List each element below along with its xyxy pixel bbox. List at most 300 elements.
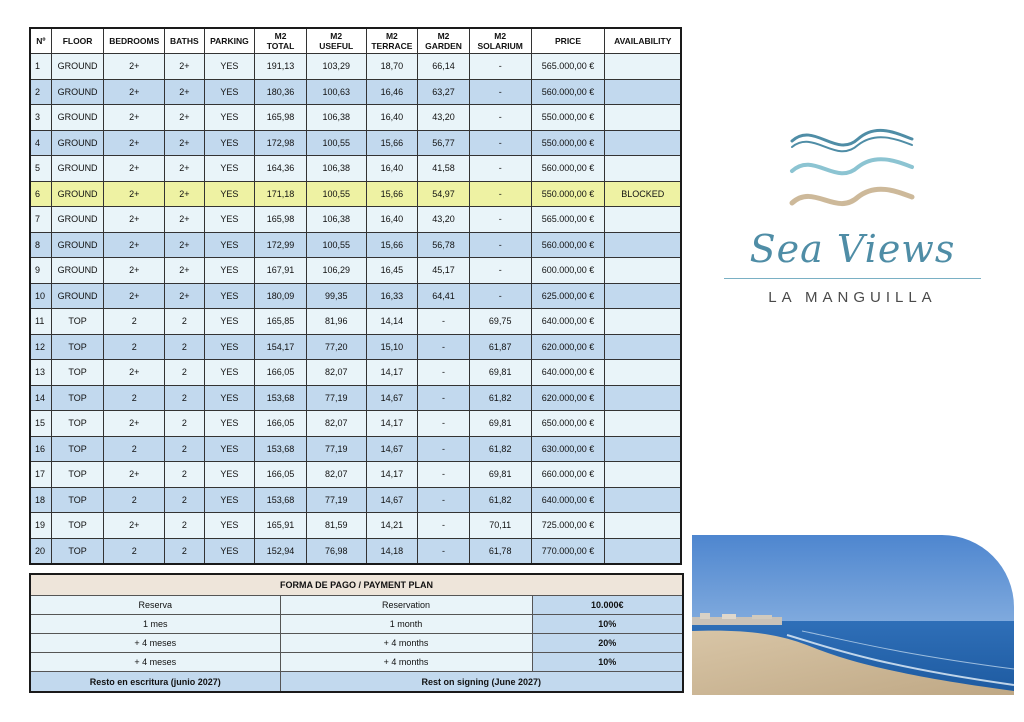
- cell-floor: GROUND: [51, 105, 104, 131]
- cell-m2-solarium: 69,75: [469, 309, 531, 335]
- cell-m2-solarium: 69,81: [469, 360, 531, 386]
- cell-m2-total: 153,68: [255, 436, 307, 462]
- cell-baths: 2+: [165, 79, 204, 105]
- table-row: [30, 283, 681, 309]
- cell-bedrooms: 2+: [104, 462, 165, 488]
- cell-m2-useful: 106,38: [306, 156, 366, 182]
- payment-plan-value: 10%: [532, 653, 683, 672]
- payment-plan-row: [30, 653, 683, 672]
- cell-baths: 2+: [165, 156, 204, 182]
- header-floor: FLOOR: [51, 28, 104, 54]
- cell-m2-terrace: 15,66: [366, 181, 418, 207]
- cell-floor: TOP: [51, 385, 104, 411]
- cell-m2-terrace: 14,17: [366, 360, 418, 386]
- cell-m2-terrace: 14,17: [366, 462, 418, 488]
- table-row: [30, 360, 681, 386]
- cell-baths: 2+: [165, 207, 204, 233]
- cell-m2-solarium: -: [469, 156, 531, 182]
- cell-m2-useful: 106,29: [306, 258, 366, 284]
- cell-availability: [605, 487, 681, 513]
- cell-floor: TOP: [51, 309, 104, 335]
- cell-price: 620.000,00 €: [531, 385, 605, 411]
- table-row: [30, 156, 681, 182]
- logo-title: Sea Views: [749, 227, 956, 271]
- cell-floor: TOP: [51, 487, 104, 513]
- table-row: [30, 258, 681, 284]
- cell-m2-useful: 106,38: [306, 207, 366, 233]
- cell-m2-garden: -: [418, 462, 470, 488]
- table-row: [30, 462, 681, 488]
- cell-baths: 2+: [165, 181, 204, 207]
- cell-bedrooms: 2: [104, 538, 165, 564]
- payment-plan-row: [30, 615, 683, 634]
- cell-m2-useful: 77,19: [306, 487, 366, 513]
- cell-m2-total: 180,36: [255, 79, 307, 105]
- cell-floor: TOP: [51, 411, 104, 437]
- cell-m2-terrace: 16,40: [366, 207, 418, 233]
- payment-plan-row: [30, 596, 683, 615]
- table-row: [30, 207, 681, 233]
- cell-m2-total: 172,99: [255, 232, 307, 258]
- cell-floor: GROUND: [51, 232, 104, 258]
- cell-m2-terrace: 14,67: [366, 436, 418, 462]
- cell-m2-solarium: -: [469, 283, 531, 309]
- sea-views-logo: [720, 125, 985, 315]
- cell-m2-solarium: -: [469, 54, 531, 80]
- cell-floor: GROUND: [51, 156, 104, 182]
- cell-m2-terrace: 16,40: [366, 105, 418, 131]
- cell-m2-useful: 100,55: [306, 181, 366, 207]
- cell-m2-solarium: 69,81: [469, 462, 531, 488]
- cell-m2-useful: 99,35: [306, 283, 366, 309]
- payment-plan-es: + 4 meses: [30, 653, 280, 672]
- cell-availability: [605, 258, 681, 284]
- cell-floor: TOP: [51, 436, 104, 462]
- cell-floor: TOP: [51, 360, 104, 386]
- table-row: [30, 181, 681, 207]
- cell-floor: GROUND: [51, 54, 104, 80]
- cell-bedrooms: 2+: [104, 54, 165, 80]
- cell-floor: GROUND: [51, 130, 104, 156]
- cell-number: 5: [30, 156, 51, 182]
- cell-m2-useful: 77,19: [306, 436, 366, 462]
- cell-parking: YES: [204, 360, 255, 386]
- cell-m2-terrace: 16,45: [366, 258, 418, 284]
- units-price-table: [29, 27, 682, 565]
- cell-availability: [605, 513, 681, 539]
- cell-parking: YES: [204, 181, 255, 207]
- cell-baths: 2: [165, 411, 204, 437]
- cell-m2-solarium: 61,82: [469, 385, 531, 411]
- cell-m2-total: 152,94: [255, 538, 307, 564]
- header-parking: PARKING: [204, 28, 255, 54]
- cell-number: 12: [30, 334, 51, 360]
- cell-bedrooms: 2+: [104, 258, 165, 284]
- cell-m2-terrace: 14,18: [366, 538, 418, 564]
- header-availability: AVAILABILITY: [605, 28, 681, 54]
- cell-parking: YES: [204, 105, 255, 131]
- cell-bedrooms: 2+: [104, 283, 165, 309]
- cell-floor: TOP: [51, 462, 104, 488]
- header-m2-terrace: M2 TERRACE: [366, 28, 418, 54]
- cell-number: 11: [30, 309, 51, 335]
- cell-m2-useful: 103,29: [306, 54, 366, 80]
- cell-m2-solarium: 61,82: [469, 487, 531, 513]
- table-row: [30, 130, 681, 156]
- cell-price: 560.000,00 €: [531, 232, 605, 258]
- cell-price: 640.000,00 €: [531, 360, 605, 386]
- cell-m2-terrace: 15,66: [366, 232, 418, 258]
- cell-m2-total: 172,98: [255, 130, 307, 156]
- cell-m2-garden: 63,27: [418, 79, 470, 105]
- cell-bedrooms: 2+: [104, 156, 165, 182]
- cell-m2-total: 165,98: [255, 207, 307, 233]
- cell-m2-solarium: -: [469, 232, 531, 258]
- cell-bedrooms: 2+: [104, 181, 165, 207]
- cell-m2-total: 171,18: [255, 181, 307, 207]
- cell-baths: 2+: [165, 283, 204, 309]
- payment-plan-table: [29, 573, 684, 693]
- cell-number: 7: [30, 207, 51, 233]
- payment-plan-es: Reserva: [30, 596, 280, 615]
- cell-price: 770.000,00 €: [531, 538, 605, 564]
- cell-floor: TOP: [51, 334, 104, 360]
- table-row: [30, 385, 681, 411]
- cell-m2-garden: 54,97: [418, 181, 470, 207]
- cell-m2-garden: -: [418, 487, 470, 513]
- cell-baths: 2+: [165, 232, 204, 258]
- header-bedrooms: BEDROOMS: [104, 28, 165, 54]
- cell-m2-garden: -: [418, 411, 470, 437]
- cell-availability: BLOCKED: [605, 181, 681, 207]
- cell-floor: TOP: [51, 513, 104, 539]
- cell-availability: [605, 283, 681, 309]
- cell-number: 4: [30, 130, 51, 156]
- cell-price: 620.000,00 €: [531, 334, 605, 360]
- cell-baths: 2: [165, 360, 204, 386]
- cell-m2-useful: 77,19: [306, 385, 366, 411]
- cell-m2-solarium: -: [469, 105, 531, 131]
- cell-m2-garden: -: [418, 385, 470, 411]
- cell-availability: [605, 207, 681, 233]
- cell-price: 625.000,00 €: [531, 283, 605, 309]
- cell-m2-total: 165,98: [255, 105, 307, 131]
- payment-plan-value: 10%: [532, 615, 683, 634]
- cell-m2-solarium: 61,82: [469, 436, 531, 462]
- payment-plan-en: + 4 months: [280, 653, 532, 672]
- cell-price: 660.000,00 €: [531, 462, 605, 488]
- cell-bedrooms: 2: [104, 487, 165, 513]
- cell-m2-terrace: 15,10: [366, 334, 418, 360]
- cell-m2-total: 153,68: [255, 487, 307, 513]
- cell-m2-garden: -: [418, 334, 470, 360]
- cell-availability: [605, 309, 681, 335]
- table-row: [30, 232, 681, 258]
- cell-m2-garden: 43,20: [418, 105, 470, 131]
- cell-m2-total: 166,05: [255, 411, 307, 437]
- cell-baths: 2: [165, 487, 204, 513]
- table-row: [30, 54, 681, 80]
- cell-m2-terrace: 14,21: [366, 513, 418, 539]
- waves-logo-icon: [788, 125, 918, 217]
- cell-m2-total: 191,13: [255, 54, 307, 80]
- cell-floor: GROUND: [51, 79, 104, 105]
- cell-m2-terrace: 16,33: [366, 283, 418, 309]
- logo-divider: [724, 278, 981, 279]
- cell-bedrooms: 2+: [104, 411, 165, 437]
- cell-m2-garden: 64,41: [418, 283, 470, 309]
- cell-parking: YES: [204, 334, 255, 360]
- cell-m2-garden: 56,78: [418, 232, 470, 258]
- cell-m2-solarium: -: [469, 130, 531, 156]
- header-m2-garden: M2 GARDEN: [418, 28, 470, 54]
- cell-baths: 2+: [165, 258, 204, 284]
- cell-m2-useful: 106,38: [306, 105, 366, 131]
- cell-number: 6: [30, 181, 51, 207]
- cell-m2-total: 165,91: [255, 513, 307, 539]
- cell-floor: GROUND: [51, 283, 104, 309]
- payment-plan-es: 1 mes: [30, 615, 280, 634]
- cell-baths: 2: [165, 436, 204, 462]
- cell-m2-useful: 82,07: [306, 411, 366, 437]
- cell-m2-garden: -: [418, 513, 470, 539]
- cell-price: 560.000,00 €: [531, 79, 605, 105]
- cell-availability: [605, 156, 681, 182]
- cell-parking: YES: [204, 462, 255, 488]
- cell-parking: YES: [204, 79, 255, 105]
- cell-m2-solarium: -: [469, 79, 531, 105]
- cell-number: 9: [30, 258, 51, 284]
- cell-baths: 2: [165, 462, 204, 488]
- cell-m2-total: 153,68: [255, 385, 307, 411]
- cell-parking: YES: [204, 513, 255, 539]
- payment-plan-footer: [30, 672, 683, 693]
- cell-m2-terrace: 14,14: [366, 309, 418, 335]
- cell-m2-garden: 43,20: [418, 207, 470, 233]
- table-row: [30, 538, 681, 564]
- cell-availability: [605, 462, 681, 488]
- cell-parking: YES: [204, 538, 255, 564]
- cell-m2-total: 164,36: [255, 156, 307, 182]
- cell-m2-garden: 56,77: [418, 130, 470, 156]
- payment-plan-en: + 4 months: [280, 634, 532, 653]
- cell-m2-solarium: 69,81: [469, 411, 531, 437]
- cell-m2-garden: -: [418, 436, 470, 462]
- cell-m2-useful: 81,59: [306, 513, 366, 539]
- cell-price: 550.000,00 €: [531, 105, 605, 131]
- cell-m2-terrace: 14,67: [366, 385, 418, 411]
- cell-m2-terrace: 16,46: [366, 79, 418, 105]
- cell-floor: TOP: [51, 538, 104, 564]
- cell-price: 565.000,00 €: [531, 54, 605, 80]
- cell-number: 20: [30, 538, 51, 564]
- cell-m2-garden: 66,14: [418, 54, 470, 80]
- payment-plan-header: [30, 574, 683, 596]
- cell-price: 560.000,00 €: [531, 156, 605, 182]
- cell-availability: [605, 360, 681, 386]
- cell-price: 650.000,00 €: [531, 411, 605, 437]
- cell-m2-total: 166,05: [255, 360, 307, 386]
- cell-m2-solarium: 70,11: [469, 513, 531, 539]
- cell-m2-useful: 82,07: [306, 462, 366, 488]
- header-m2-solarium: M2 SOLARIUM: [469, 28, 531, 54]
- cell-parking: YES: [204, 283, 255, 309]
- cell-m2-solarium: -: [469, 207, 531, 233]
- cell-m2-useful: 100,63: [306, 79, 366, 105]
- cell-floor: GROUND: [51, 207, 104, 233]
- cell-m2-garden: 45,17: [418, 258, 470, 284]
- cell-m2-total: 165,85: [255, 309, 307, 335]
- cell-number: 14: [30, 385, 51, 411]
- cell-bedrooms: 2: [104, 309, 165, 335]
- cell-m2-terrace: 18,70: [366, 54, 418, 80]
- cell-price: 640.000,00 €: [531, 309, 605, 335]
- payment-plan-row: [30, 634, 683, 653]
- cell-availability: [605, 232, 681, 258]
- cell-price: 640.000,00 €: [531, 487, 605, 513]
- header-m2-useful: M2 USEFUL: [306, 28, 366, 54]
- cell-bedrooms: 2+: [104, 232, 165, 258]
- cell-parking: YES: [204, 411, 255, 437]
- cell-parking: YES: [204, 130, 255, 156]
- cell-number: 10: [30, 283, 51, 309]
- cell-m2-useful: 100,55: [306, 232, 366, 258]
- cell-bedrooms: 2+: [104, 105, 165, 131]
- cell-m2-garden: -: [418, 360, 470, 386]
- payment-plan-es: + 4 meses: [30, 634, 280, 653]
- cell-parking: YES: [204, 385, 255, 411]
- beach-photo: [692, 535, 1014, 695]
- cell-floor: GROUND: [51, 181, 104, 207]
- payment-plan-title: FORMA DE PAGO / PAYMENT PLAN: [30, 574, 683, 596]
- table-row: [30, 79, 681, 105]
- cell-parking: YES: [204, 436, 255, 462]
- cell-availability: [605, 130, 681, 156]
- cell-number: 17: [30, 462, 51, 488]
- table-row: [30, 436, 681, 462]
- cell-parking: YES: [204, 156, 255, 182]
- header-m2-total: M2 TOTAL: [255, 28, 307, 54]
- cell-m2-useful: 81,96: [306, 309, 366, 335]
- cell-price: 565.000,00 €: [531, 207, 605, 233]
- header-price: PRICE: [531, 28, 605, 54]
- cell-m2-solarium: 61,78: [469, 538, 531, 564]
- cell-m2-total: 154,17: [255, 334, 307, 360]
- cell-number: 16: [30, 436, 51, 462]
- cell-baths: 2+: [165, 105, 204, 131]
- cell-baths: 2: [165, 385, 204, 411]
- cell-m2-total: 166,05: [255, 462, 307, 488]
- cell-m2-useful: 77,20: [306, 334, 366, 360]
- cell-availability: [605, 436, 681, 462]
- cell-baths: 2: [165, 538, 204, 564]
- cell-m2-garden: -: [418, 309, 470, 335]
- header-number: Nº: [30, 28, 51, 54]
- cell-number: 8: [30, 232, 51, 258]
- cell-price: 725.000,00 €: [531, 513, 605, 539]
- cell-bedrooms: 2: [104, 334, 165, 360]
- payment-plan-value: 20%: [532, 634, 683, 653]
- cell-number: 13: [30, 360, 51, 386]
- cell-parking: YES: [204, 309, 255, 335]
- table-row: [30, 411, 681, 437]
- cell-m2-solarium: 61,87: [469, 334, 531, 360]
- table-row: [30, 513, 681, 539]
- cell-m2-garden: -: [418, 538, 470, 564]
- cell-floor: GROUND: [51, 258, 104, 284]
- cell-m2-total: 167,91: [255, 258, 307, 284]
- cell-m2-terrace: 14,17: [366, 411, 418, 437]
- cell-baths: 2+: [165, 54, 204, 80]
- cell-bedrooms: 2+: [104, 79, 165, 105]
- cell-m2-garden: 41,58: [418, 156, 470, 182]
- cell-price: 630.000,00 €: [531, 436, 605, 462]
- cell-parking: YES: [204, 487, 255, 513]
- cell-m2-useful: 76,98: [306, 538, 366, 564]
- cell-availability: [605, 538, 681, 564]
- logo-subtitle: LA MANGUILLA: [768, 289, 937, 306]
- cell-availability: [605, 411, 681, 437]
- table-row: [30, 487, 681, 513]
- cell-baths: 2: [165, 334, 204, 360]
- cell-number: 18: [30, 487, 51, 513]
- cell-baths: 2+: [165, 130, 204, 156]
- cell-bedrooms: 2: [104, 436, 165, 462]
- cell-m2-terrace: 16,40: [366, 156, 418, 182]
- cell-availability: [605, 79, 681, 105]
- payment-plan-footer-en: Rest on signing (June 2027): [280, 672, 683, 693]
- cell-m2-solarium: -: [469, 181, 531, 207]
- cell-number: 1: [30, 54, 51, 80]
- cell-number: 3: [30, 105, 51, 131]
- cell-bedrooms: 2+: [104, 360, 165, 386]
- table-row: [30, 334, 681, 360]
- cell-parking: YES: [204, 232, 255, 258]
- cell-m2-useful: 82,07: [306, 360, 366, 386]
- cell-availability: [605, 105, 681, 131]
- cell-number: 2: [30, 79, 51, 105]
- cell-availability: [605, 54, 681, 80]
- cell-parking: YES: [204, 258, 255, 284]
- cell-m2-useful: 100,55: [306, 130, 366, 156]
- cell-bedrooms: 2+: [104, 513, 165, 539]
- payment-plan-en: 1 month: [280, 615, 532, 634]
- cell-m2-solarium: -: [469, 258, 531, 284]
- cell-price: 600.000,00 €: [531, 258, 605, 284]
- cell-number: 19: [30, 513, 51, 539]
- cell-number: 15: [30, 411, 51, 437]
- cell-baths: 2: [165, 309, 204, 335]
- cell-baths: 2: [165, 513, 204, 539]
- cell-availability: [605, 334, 681, 360]
- table-row: [30, 309, 681, 335]
- cell-bedrooms: 2+: [104, 207, 165, 233]
- table-header-row: [30, 28, 681, 54]
- cell-m2-terrace: 14,67: [366, 487, 418, 513]
- cell-availability: [605, 385, 681, 411]
- table-row: [30, 105, 681, 131]
- cell-m2-total: 180,09: [255, 283, 307, 309]
- cell-price: 550.000,00 €: [531, 130, 605, 156]
- payment-plan-value: 10.000€: [532, 596, 683, 615]
- cell-parking: YES: [204, 207, 255, 233]
- payment-plan-en: Reservation: [280, 596, 532, 615]
- cell-bedrooms: 2+: [104, 130, 165, 156]
- cell-bedrooms: 2: [104, 385, 165, 411]
- cell-parking: YES: [204, 54, 255, 80]
- cell-m2-terrace: 15,66: [366, 130, 418, 156]
- payment-plan-footer-es: Resto en escritura (junio 2027): [30, 672, 280, 693]
